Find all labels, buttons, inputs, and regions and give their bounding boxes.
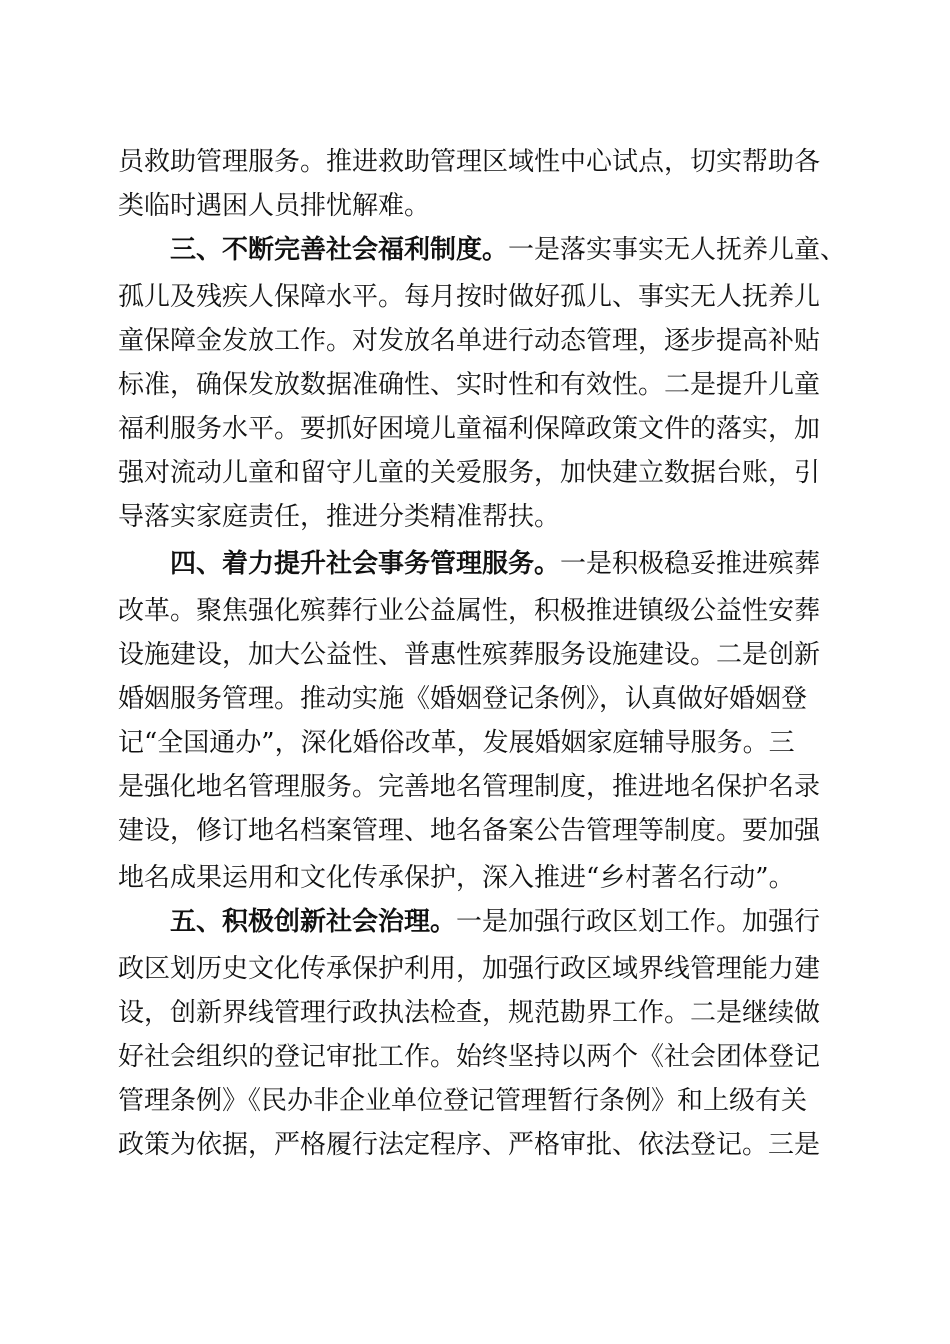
section-heading-3: 三、不断完善社会福利制度。	[170, 235, 509, 265]
body-line: 政策为依据，严格履行法定程序、严格审批、依法登记。三是	[118, 1130, 821, 1160]
body-line: 福利服务水平。要抓好困境儿童福利保障政策文件的落实，加	[118, 414, 821, 444]
body-line: 员救助管理服务。推进救助管理区域性中心试点，切实帮助各	[118, 147, 821, 177]
body-line: 设施建设，加大公益性、普惠性殡葬服务设施建设。二是创新	[118, 640, 821, 670]
section-heading-4: 四、着力提升社会事务管理服务。	[170, 549, 561, 579]
body-line: 管理条例》《民办非企业单位登记管理暂行条例》和上级有关	[118, 1086, 808, 1116]
paragraph-start-line	[170, 544, 820, 584]
body-line: 导落实家庭责任，推进分类精准帮扶。	[118, 502, 561, 532]
body-line: 改革。聚焦强化殡葬行业公益属性，积极推进镇级公益性安葬	[118, 596, 821, 626]
paragraph-text: 一是积极稳妥推进殡葬	[560, 549, 821, 579]
body-line: 孤儿及残疾人保障水平。每月按时做好孤儿、事实无人抚养儿	[118, 282, 821, 312]
body-line: 设，创新界线管理行政执法检查，规范勘界工作。二是继续做	[118, 998, 821, 1028]
body-line: 好社会组织的登记审批工作。始终坚持以两个《社会团体登记	[118, 1042, 821, 1072]
body-line: 婚姻服务管理。推动实施《婚姻登记条例》，认真做好婚姻登	[118, 684, 808, 714]
body-line: 建设，修订地名档案管理、地名备案公告管理等制度。要加强	[118, 816, 821, 846]
body-line: 类临时遇困人员排忧解难。	[118, 191, 431, 221]
paragraph-start-line	[170, 902, 820, 942]
body-line: 地名成果运用和文化传承保护，深入推进“乡村著名行动”。	[118, 863, 795, 893]
body-line: 强对流动儿童和留守儿童的关爱服务，加快建立数据台账，引	[118, 458, 821, 488]
paragraph-start-line	[170, 230, 846, 270]
body-line: 是强化地名管理服务。完善地名管理制度，推进地名保护名录	[118, 772, 821, 802]
body-line: 童保障金发放工作。对发放名单进行动态管理，逐步提高补贴	[118, 326, 821, 356]
paragraph-text: 一是落实事实无人抚养儿童、	[508, 235, 847, 265]
paragraph-text: 一是加强行政区划工作。加强行	[456, 907, 821, 937]
body-line: 记“全国通办”，深化婚俗改革，发展婚姻家庭辅导服务。三	[118, 728, 795, 758]
body-line: 标准，确保发放数据准确性、实时性和有效性。二是提升儿童	[118, 370, 821, 400]
body-line: 政区划历史文化传承保护利用，加强行政区域界线管理能力建	[118, 954, 821, 984]
section-heading-5: 五、积极创新社会治理。	[170, 907, 457, 937]
